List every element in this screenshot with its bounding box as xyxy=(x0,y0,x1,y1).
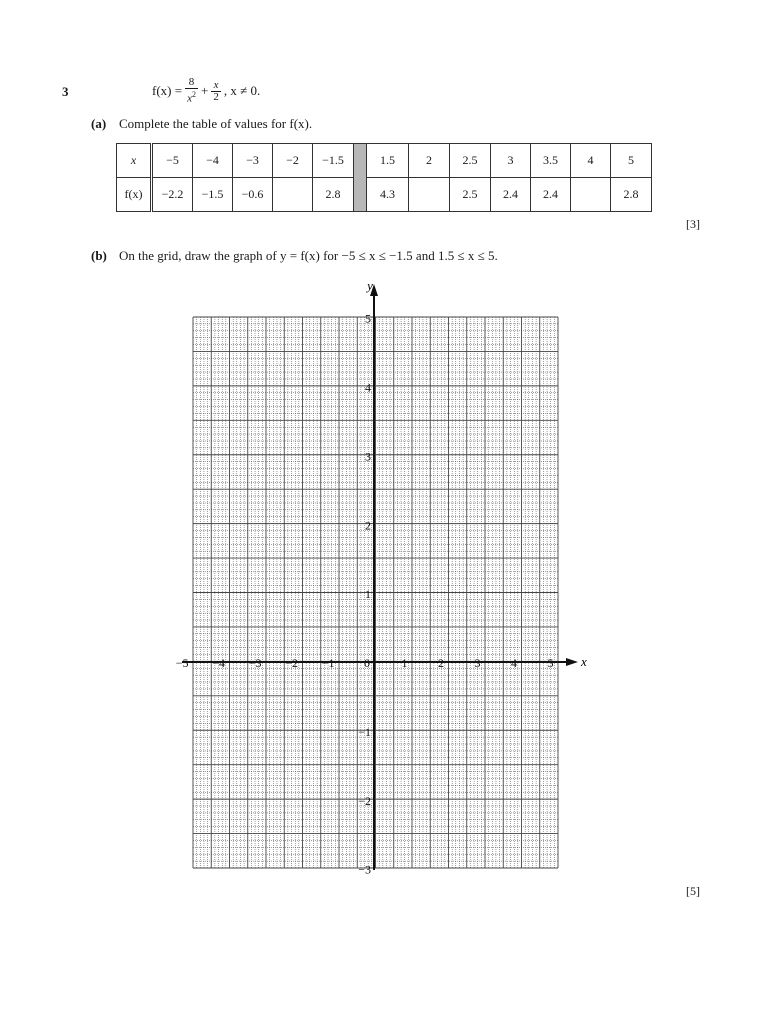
x-axis-label: x xyxy=(581,654,587,669)
part-a-text: Complete the table of values for f(x). xyxy=(119,116,313,131)
table-cell: 2 xyxy=(409,144,450,178)
table-cell: 2.4 xyxy=(491,178,531,212)
x-tick-label: 5 xyxy=(547,656,554,670)
fraction-denominator: $x^2$ xyxy=(187,90,196,105)
part-a-instruction xyxy=(91,116,312,132)
table-cell: 1.5 xyxy=(367,144,409,178)
table-cell: −3 xyxy=(233,144,273,178)
y-axis-label: y xyxy=(367,278,373,293)
y-tick-label: −1 xyxy=(358,724,371,739)
table-cell: −2.2 xyxy=(152,178,193,212)
table-of-values xyxy=(116,143,652,212)
y-tick-label: −3 xyxy=(358,862,371,876)
fraction-denominator: 2 xyxy=(213,90,219,103)
table-cell: 2.5 xyxy=(450,178,491,212)
table-cell: 2.8 xyxy=(611,178,652,212)
table-cell-blank[interactable] xyxy=(571,178,611,212)
table-cell: −2 xyxy=(273,144,313,178)
y-tick-label: 3 xyxy=(365,449,371,464)
x-tick-label: −5 xyxy=(175,656,189,670)
y-tick-label: 1 xyxy=(365,587,371,602)
table-cell: 4.3 xyxy=(367,178,409,212)
part-b-label: (b) xyxy=(91,248,107,263)
table-cell-blank[interactable] xyxy=(273,178,313,212)
x-tick-label: 3 xyxy=(474,656,481,670)
x-tick-label: 2 xyxy=(438,656,444,670)
table-cell: 3 xyxy=(491,144,531,178)
table-row-x xyxy=(117,144,652,178)
table-cell: 2.4 xyxy=(531,178,571,212)
plus-sign: + xyxy=(200,83,209,98)
table-gap-shading xyxy=(354,144,367,212)
formula-lhs: f(x) = xyxy=(152,83,183,98)
x-tick-label: −4 xyxy=(212,656,225,670)
fraction-numerator: 8 xyxy=(188,76,195,89)
question-number: 3 xyxy=(62,84,69,99)
part-b-marks: [5] xyxy=(686,884,700,898)
part-a-label: (a) xyxy=(91,116,107,131)
table-header-x: x xyxy=(117,144,152,178)
x-tick-label: 4 xyxy=(511,656,517,670)
y-tick-label: 4 xyxy=(365,380,371,395)
fraction-numerator: x xyxy=(213,78,219,91)
table-cell: −1.5 xyxy=(313,144,354,178)
table-cell: −4 xyxy=(193,144,233,178)
x-tick-label: −2 xyxy=(285,656,298,670)
y-tick-label: −2 xyxy=(358,793,371,808)
table-cell-blank[interactable] xyxy=(409,178,450,212)
fraction-x-over-2 xyxy=(211,80,221,103)
x-tick-label: 0 xyxy=(364,656,370,670)
fraction-8-over-x-squared xyxy=(185,77,198,105)
part-b-text: On the grid, draw the graph of y = f(x) for −5 ≤ x ≤ −1.5 and 1.5 ≤ x ≤ 5. xyxy=(119,248,498,263)
x-tick-label: −1 xyxy=(321,656,335,670)
table-cell: −1.5 xyxy=(193,178,233,212)
table-cell: 2.5 xyxy=(450,144,491,178)
x-tick-label: 1 xyxy=(401,656,408,670)
table-cell: 4 xyxy=(571,144,611,178)
graph-grid[interactable] xyxy=(170,276,590,876)
part-a-marks: [3] xyxy=(686,217,700,231)
table-cell: −0.6 xyxy=(233,178,273,212)
domain-condition: , x ≠ 0. xyxy=(223,83,261,98)
table-header-fx: f(x) xyxy=(117,178,152,212)
function-definition xyxy=(152,76,260,106)
table-row-fx xyxy=(117,178,652,212)
table-cell: 2.8 xyxy=(313,178,354,212)
part-b-instruction xyxy=(91,248,498,264)
y-tick-label: 2 xyxy=(365,518,371,533)
x-axis-arrow-icon xyxy=(566,658,578,666)
table-cell: 3.5 xyxy=(531,144,571,178)
y-tick-label: 5 xyxy=(365,311,371,326)
table-cell: 5 xyxy=(611,144,652,178)
table-cell: −5 xyxy=(152,144,193,178)
x-tick-label: −3 xyxy=(248,656,262,670)
